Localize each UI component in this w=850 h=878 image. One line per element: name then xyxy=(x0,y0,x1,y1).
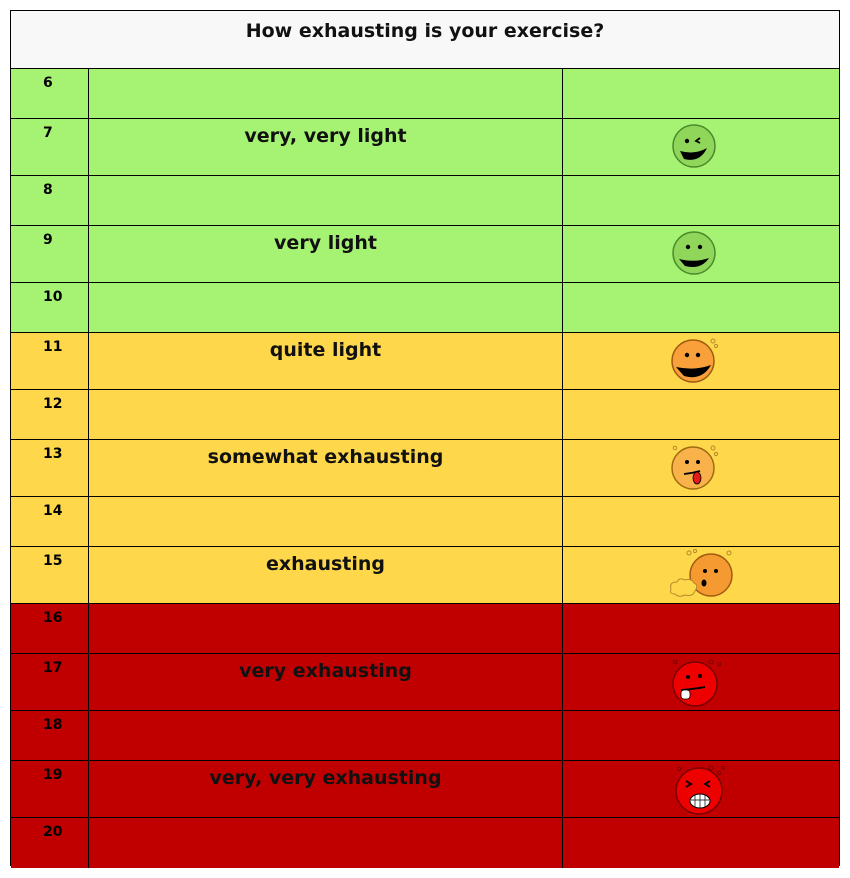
rating-description: quite light xyxy=(89,333,563,389)
scale-row-19 xyxy=(11,761,839,818)
scale-row-12 xyxy=(11,390,839,440)
rating-number: 6 xyxy=(11,69,89,118)
scale-row-11 xyxy=(11,333,839,390)
borg-scale-table xyxy=(10,10,840,866)
face-cell xyxy=(563,283,839,332)
scale-row-14 xyxy=(11,497,839,547)
rating-number: 17 xyxy=(11,654,89,710)
table-title: How exhausting is your exercise? xyxy=(11,11,839,69)
rating-number: 11 xyxy=(11,333,89,389)
rating-description xyxy=(89,818,563,868)
face-cell xyxy=(563,818,839,868)
scale-row-9 xyxy=(11,226,839,283)
scale-row-7 xyxy=(11,119,839,176)
rating-number: 8 xyxy=(11,176,89,225)
rating-number: 12 xyxy=(11,390,89,439)
face-cell xyxy=(563,119,839,175)
scale-row-16 xyxy=(11,604,839,654)
rating-description: exhausting xyxy=(89,547,563,603)
rating-description xyxy=(89,390,563,439)
rating-number: 14 xyxy=(11,497,89,546)
scale-row-20 xyxy=(11,818,839,868)
rating-description xyxy=(89,176,563,225)
scale-rows xyxy=(11,69,839,868)
rating-number: 10 xyxy=(11,283,89,332)
face-cell xyxy=(563,711,839,760)
rating-number: 9 xyxy=(11,226,89,282)
rating-description xyxy=(89,497,563,546)
scale-row-17 xyxy=(11,654,839,711)
face-cell xyxy=(563,604,839,653)
face-cell xyxy=(563,333,839,389)
face-cell xyxy=(563,176,839,225)
rating-description xyxy=(89,69,563,118)
face-cell xyxy=(563,497,839,546)
rating-number: 20 xyxy=(11,818,89,868)
rating-description xyxy=(89,283,563,332)
rating-number: 19 xyxy=(11,761,89,817)
face-cell xyxy=(563,69,839,118)
face-cell xyxy=(563,440,839,496)
rating-description: very light xyxy=(89,226,563,282)
face-cell xyxy=(563,654,839,710)
rating-description: somewhat exhausting xyxy=(89,440,563,496)
scale-row-8 xyxy=(11,176,839,226)
rating-number: 7 xyxy=(11,119,89,175)
scale-row-6 xyxy=(11,69,839,119)
rating-number: 13 xyxy=(11,440,89,496)
scale-row-15 xyxy=(11,547,839,604)
scale-row-18 xyxy=(11,711,839,761)
face-cell xyxy=(563,226,839,282)
face-cell xyxy=(563,761,839,817)
rating-description: very, very light xyxy=(89,119,563,175)
rating-description xyxy=(89,711,563,760)
rating-number: 16 xyxy=(11,604,89,653)
rating-description: very exhausting xyxy=(89,654,563,710)
rating-number: 15 xyxy=(11,547,89,603)
scale-row-10 xyxy=(11,283,839,333)
face-cell xyxy=(563,390,839,439)
rating-description xyxy=(89,604,563,653)
rating-number: 18 xyxy=(11,711,89,760)
scale-row-13 xyxy=(11,440,839,497)
rating-description: very, very exhausting xyxy=(89,761,563,817)
face-cell xyxy=(563,547,839,603)
